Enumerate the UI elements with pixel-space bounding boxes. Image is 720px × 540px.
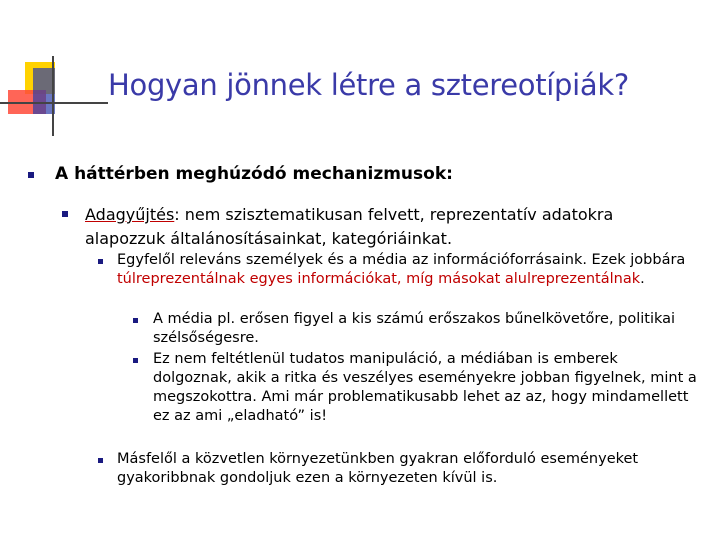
- level4-item-1: A média pl. erősen figyel a kis számú erőszakos bűnelkövetőre, politikai szélsőségesre.: [153, 311, 676, 346]
- bullet-icon: [133, 318, 138, 323]
- level3a-text: [117, 251, 697, 289]
- level3a-highlight: túlreprezentálnak egyes információkat, míg másokat alulreprezentálnak: [117, 271, 641, 287]
- decor-vertical-line: [52, 56, 54, 136]
- slide-title: Hogyan jönnek létre a sztereotípiák?: [108, 68, 629, 102]
- decor-horizontal-line: [0, 102, 108, 104]
- bullet-icon: [28, 172, 34, 178]
- level3b-text: Másfelől a közvetlen környezetünkben gyakran előforduló eseményeket gyakoribbnak gondoljuk ezen a környezeten kívül is.: [117, 451, 639, 486]
- bullet-icon: [98, 458, 103, 463]
- level4-item-2: Ez nem feltétlenül tudatos manipuláció, a médiában is emberek dolgoznak, akik a ritka és veszélyes eseményekre jobban figyelnek, mint a megszokottra. Ami már problematikusabb lehet az az, hogy mindamellett ez az ami „eladható” is!: [153, 351, 697, 424]
- level1-text: A háttérben meghúzódó mechanizmusok:: [55, 164, 453, 184]
- bullet-icon: [133, 358, 138, 363]
- level3a-before: Egyfelől releváns személyek és a média az információforrásaink. Ezek jobbára: [117, 252, 686, 268]
- level2-rest: : nem szisztematikusan felvett, reprezentatív adatokra alapozzuk általánosításainkat, kategóriáinkat.: [85, 205, 614, 248]
- level3a-after: .: [640, 271, 645, 287]
- level2-text: [85, 203, 695, 251]
- level2-term: Adagyűjtés: [85, 205, 175, 224]
- bullet-icon: [98, 259, 103, 264]
- bullet-icon: [62, 211, 68, 217]
